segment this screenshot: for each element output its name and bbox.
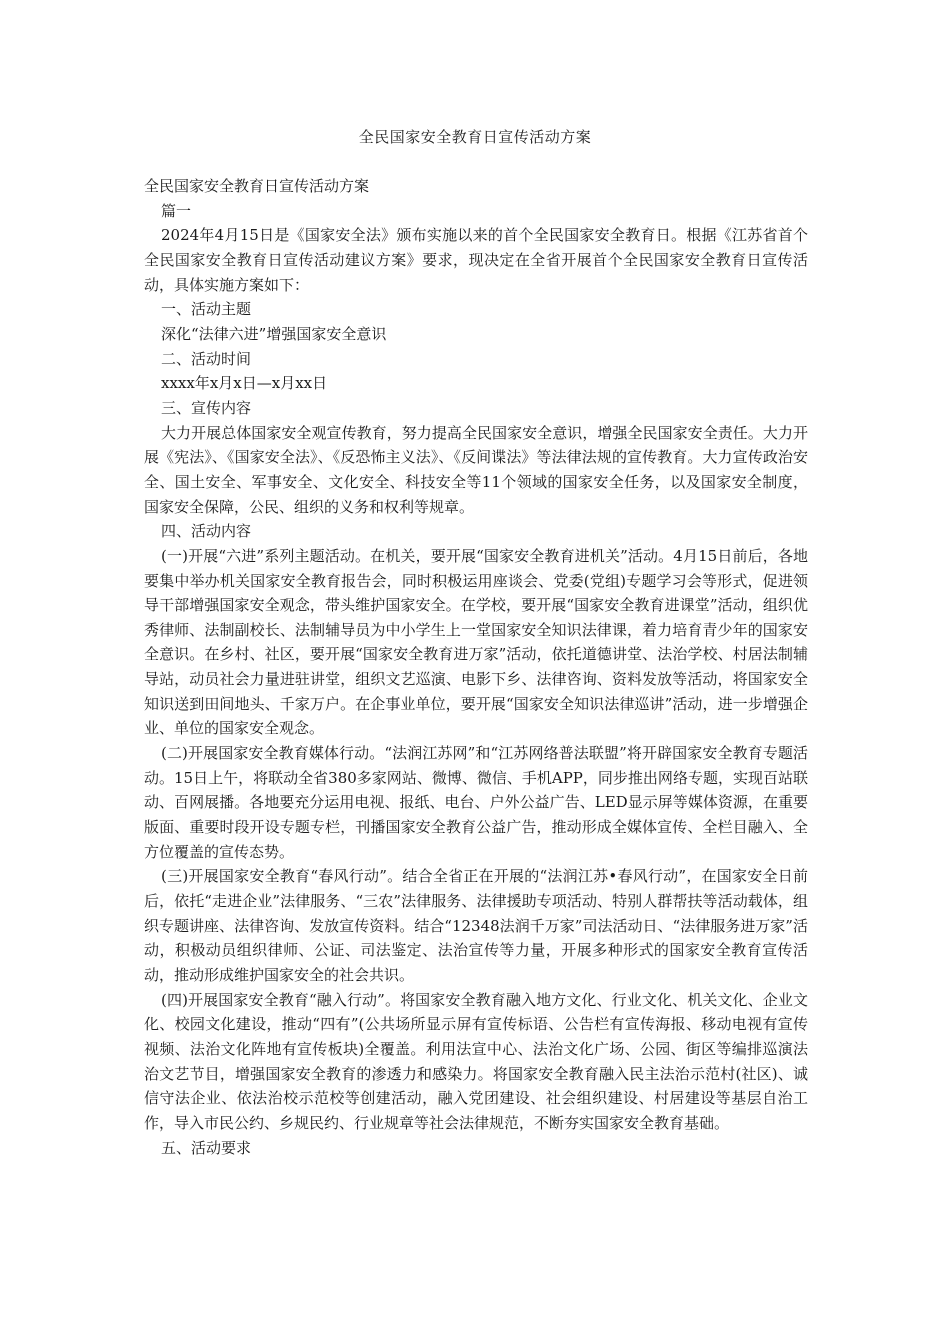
paragraph: xxxx年x月x日—x月xx日 bbox=[161, 374, 328, 393]
paragraph: 三、宣传内容 bbox=[161, 398, 252, 417]
paragraph: (四)开展国家安全教育“融入行动”。将国家安全教育融入地方文化、行业文化、机关文化、企业文化、校园文化建设，推动“四有”(公共场所显示屏有宣传标语、公告栏有宣传海报、移动电视有宣传视频、法治文化阵地有宣传板块)全覆盖。利用法宣中心、法治文化广场、公园、街区等编排巡演法治文艺节目，增强国家安全教育的渗透力和感染力。将国家安全教育融入民主法治示范村(社区)、诚信守法企业、依法治校示范校等创建活动，融入党团建设、社会组织建设、村居建设等基层自治工作，导入市民公约、乡规民约、行业规章等社会法律规范，不断夯实国家安全教育基础。 bbox=[144, 990, 808, 1132]
document-body bbox=[144, 174, 808, 1160]
paragraph: 四、活动内容 bbox=[161, 522, 252, 541]
paragraph: 一、活动主题 bbox=[161, 300, 252, 319]
paragraph: (一)开展“六进”系列主题活动。在机关，要开展“国家安全教育进机关”活动。4月15日前后，各地要集中举办机关国家安全教育报告会，同时积极运用座谈会、党委(党组)专题学习会等形式，促进领导干部增强国家安全观念，带头维护国家安全。在学校，要开展“国家安全教育进课堂”活动，组织优秀律师、法制副校长、法制辅导员为中小学生上一堂国家安全知识法律课，着力培育青少年的国家安全意识。在乡村、社区，要开展“国家安全教育进万家”活动，依托道德讲堂、法治学校、村居法制辅导站，动员社会力量进驻讲堂，组织文艺巡演、电影下乡、法律咨询、资料发放等活动，将国家安全知识送到田间地头、千家万户。在企事业单位，要开展“国家安全知识法律巡讲”活动，进一步增强企业、单位的国家安全观念。 bbox=[144, 546, 808, 738]
paragraph: (三)开展国家安全教育“春风行动”。结合全省正在开展的“法润江苏•春风行动”，在国家安全日前后，依托“走进企业”法律服务、“三农”法律服务、法律援助专项活动、特别人群帮扶等活动载体，组织专题讲座、法律咨询、发放宣传资料。结合“12348法润千万家”司法活动日、“法律服务进万家”活动，积极动员组织律师、公证、司法鉴定、法治宣传等力量，开展多种形式的国家安全教育宣传活动，推动形成维护国家安全的社会共识。 bbox=[144, 867, 808, 984]
paragraph: 深化“法律六进”增强国家安全意识 bbox=[161, 324, 387, 343]
paragraph: (二)开展国家安全教育媒体行动。“法润江苏网”和“江苏网络普法联盟”将开辟国家安全教育专题活动。15日上午，将联动全省380多家网站、微博、微信、手机APP，同步推出网络专题，实现百站联动、百网展播。各地要充分运用电视、报纸、电台、户外公益广告、LED显示屏等媒体资源，在重要版面、重要时段开设专题专栏，刊播国家安全教育公益广告，推动形成全媒体宣传、全栏目融入、全方位覆盖的宣传态势。 bbox=[144, 744, 808, 861]
paragraph: 五、活动要求 bbox=[161, 1138, 252, 1157]
paragraph: 2024年4月15日是《国家安全法》颁布实施以来的首个全民国家安全教育日。根据《江苏省首个全民国家安全教育日宣传活动建议方案》要求，现决定在全省开展首个全民国家安全教育日宣传活动，具体实施方案如下： bbox=[144, 226, 808, 294]
paragraph: 篇一 bbox=[161, 201, 192, 220]
paragraph: 全民国家安全教育日宣传活动方案 bbox=[144, 177, 370, 195]
paragraph: 大力开展总体国家安全观宣传教育，努力提高全民国家安全意识，增强全民国家安全责任。大力开展《宪法》、《国家安全法》、《反恐怖主义法》、《反间谍法》等法律法规的宣传教育。大力宣传政治安全、国土安全、军事安全、文化安全、科技安全等11个领域的国家安全任务，以及国家安全制度，国家安全保障，公民、组织的义务和权利等规章。 bbox=[144, 423, 808, 516]
document-title: 全民国家安全教育日宣传活动方案 bbox=[358, 128, 592, 146]
paragraph: 二、活动时间 bbox=[161, 349, 252, 368]
